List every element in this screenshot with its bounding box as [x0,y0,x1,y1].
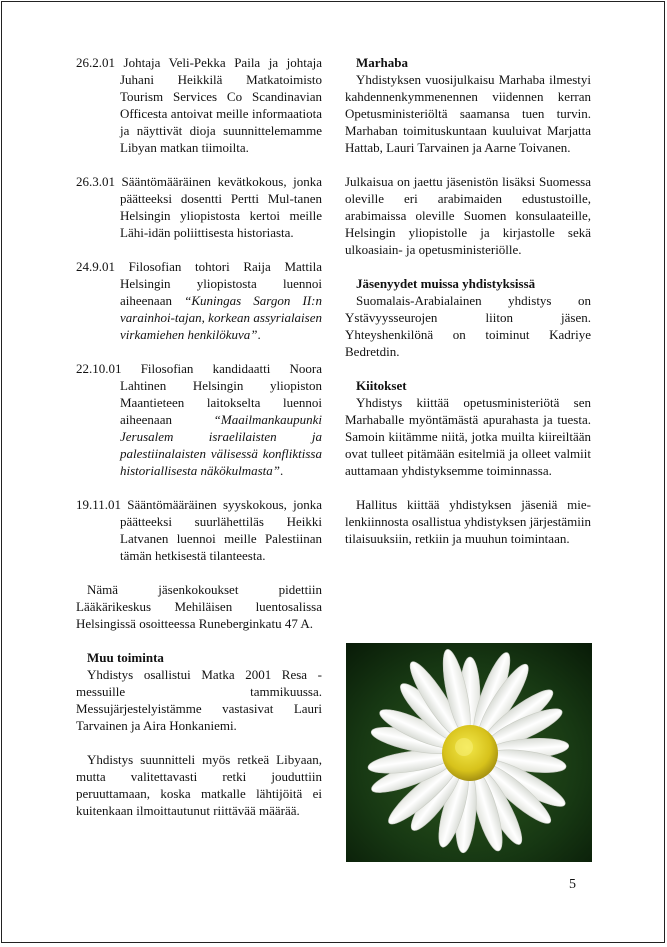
event-text-end: . [257,327,261,342]
kiitokset-paragraph-1: Yhdistys kiittää opetusministeriötä sen Marhaballe myöntämästä apurahasta ja tuesta. Samoin kiitämme niitä, jotka muilta kiireiltään ovat tulleet pitämään esitelmiä ja olleet valmiit auttamaan yhdistyksemme toiminnassa. [345,395,591,478]
event-entry [76,496,322,564]
right-column [345,54,591,564]
section-heading-kiitokset: Kiitokset [356,378,407,393]
left-column [76,54,322,836]
marhaba-paragraph-2: Julkaisua on jaettu jäsenistön lisäksi Suomessa oleville eri arabimaiden edustustoille, arabimaissa oleville Suomen konsulaateille, Helsingin yliopistolle ja kirjastolle sekä ulkoasiain- ja opetusministeriölle. [345,174,591,257]
section-heading-marhaba: Marhaba [356,55,408,70]
event-text-end: . [279,463,284,478]
event-text: Johtaja Veli-Pekka Paila ja johtaja Juhani Heikkilä Matkatoimisto Tourism Services Co Scandinavian Officesta antoivat meille informaatiota ja näyttivät dioja suunnittelemamme Libyan matkan tiimoilta. [120,55,322,155]
event-entry [76,54,322,156]
jasenyydet-paragraph: Suomalais-Arabialainen yhdistys on Ystävyysseurojen liiton jäsen. Yhteyshenkilönä on toiminut Kadriye Bedretdin. [345,293,591,359]
event-text: Filosofian tohtori Raija Mattila Helsingin yliopistosta luennoi aiheenaan [120,259,322,308]
event-date: 22.10.01 [76,361,122,376]
daisy-flower-photo [346,643,592,862]
event-date: 26.3.01 [76,174,115,189]
event-text: Filosofian kandidaatti Noora Lahtinen Helsingin yliopiston Maantieteen laitokselta luennoi aiheenaan [120,361,323,427]
event-entry [76,360,322,479]
daisy-flower-icon [346,643,592,862]
event-date: 24.9.01 [76,259,115,274]
event-entry [76,258,322,343]
marhaba-paragraph-1: Yhdistyksen vuosijulkaisu Marhaba ilmestyi kahdennenkymmenennen viidennen kerran Opetusministeriöltä saamansa tuen turvin. Marhaban toimituskuntaan kuuluivat Marjatta Hattab, Lauri Tarvainen ja Aarne Toivanen. [345,72,591,155]
event-entry [76,173,322,241]
lecture-title: “Kuningas Sargon II:n varainhoi-tajan, korkean assyrialaisen virkamiehen henkilökuva” [120,293,323,342]
page-number: 5 [569,877,576,892]
muu-toiminta-paragraph-2: Yhdistys suunnitteli myös retkeä Libyaan, mutta valitettavasti retki jouduttiin peruuttamaan, koska matkalle lähtijöitä ei kuitenkaan ilmoittautunut riittävää määrää. [76,752,322,818]
event-date: 19.11.01 [76,497,122,512]
lecture-title: “Maailmankaupunki Jerusalem israelilaisten ja palestiinalaisten välisessä konfliktissa historiallisesta näkökulmasta” [120,412,322,478]
section-heading-muu-toiminta: Muu toiminta [87,650,164,665]
section-heading-jasenyydet: Jäsenyydet muissa yhdistyksissä [356,276,536,291]
event-text: Sääntömääräinen kevätkokous, jonka päätteeksi dosentti Pertti Mul-tanen Helsingin yliopistosta kertoi meille Lähi-idän poliittisesta historiasta. [120,174,322,240]
event-text: Sääntömääräinen syyskokous, jonka päätteeksi suurlähettiläs Heikki Latvanen luennoi meille Palestiinan tämän hetkisestä tilanteesta. [120,497,323,563]
event-date: 26.2.01 [76,55,115,70]
muu-toiminta-paragraph-1: Yhdistys osallistui Matka 2001 Resa -messuille tammikuussa. Messujärjestelyistämme vastasivat Lauri Tarvainen ja Aira Honkaniemi. [76,667,322,733]
document-page [1,1,665,943]
meetings-note: Nämä jäsenkokoukset pidettiin Lääkärikeskus Mehiläisen luentosalissa Helsingissä osoitteessa Runeberginkatu 47 A. [76,582,322,631]
kiitokset-paragraph-2: Hallitus kiittää yhdistyksen jäseniä mie- lenkiinnosta osallistua yhdistyksen järjestämiin tilaisuuksiin, retkiin ja muuhun toimintaan. [345,497,591,546]
